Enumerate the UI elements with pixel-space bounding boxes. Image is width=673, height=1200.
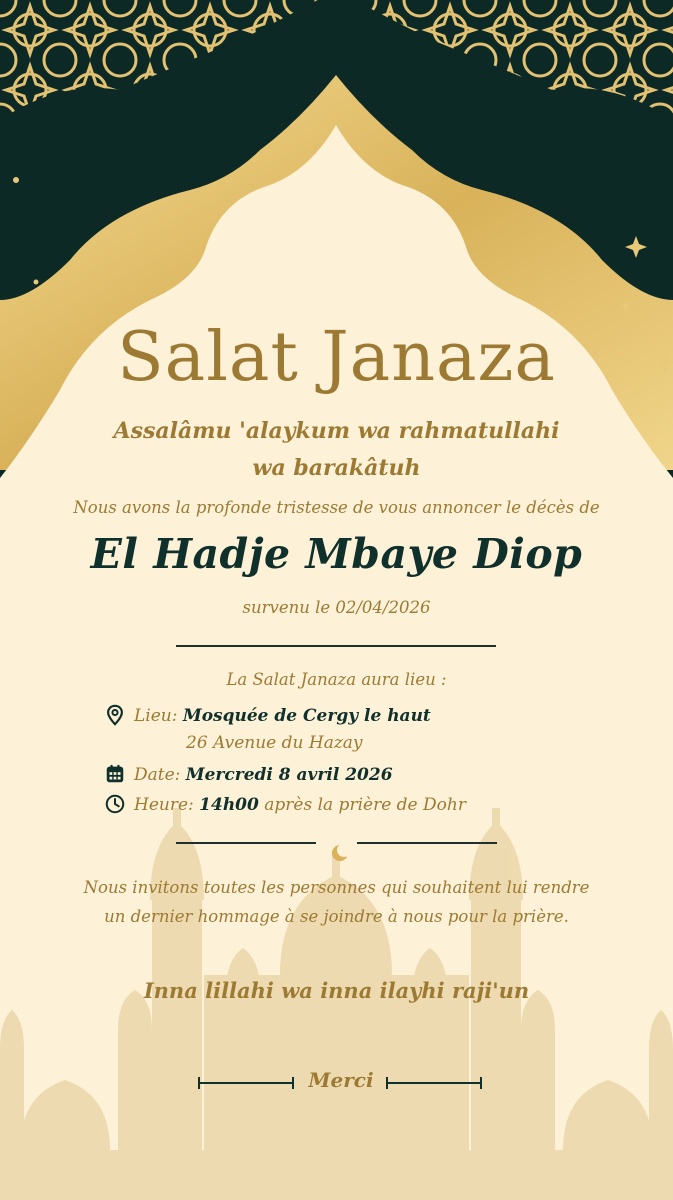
calendar-icon (104, 763, 126, 785)
closing-ornament-left (196, 1076, 296, 1090)
date-row (104, 763, 393, 785)
date-value: Mercredi 8 avril 2026 (185, 765, 393, 785)
place-row (104, 704, 431, 726)
page-title: Salat Janaza (117, 318, 556, 397)
ceremony-heading: La Salat Janaza aura lieu : (226, 670, 447, 689)
invitation-line-2: un dernier hommage à se joindre à nous pour la prière. (104, 907, 569, 926)
place-label: Lieu: (134, 706, 178, 726)
time-suffix: après la prière de Dohr (264, 795, 466, 815)
invitation-line-1: Nous invitons toutes les personnes qui souhaitent lui rendre (83, 878, 590, 897)
dua-text: Inna lillahi wa inna ilayhi raji'un (143, 978, 530, 1003)
announcement-text: Nous avons la profonde tristesse de vous annoncer le décès de (73, 498, 600, 517)
divider-bottom-left (176, 842, 316, 844)
date-label: Date: (134, 765, 181, 785)
greeting-line-1: Assalâmu 'alaykum wa rahmatullahi (113, 418, 560, 444)
closing-ornament-right (384, 1076, 484, 1090)
divider-top (176, 645, 496, 647)
time-label: Heure: (134, 795, 194, 815)
location-pin-icon (104, 704, 126, 726)
place-address: 26 Avenue du Hazay (186, 733, 363, 753)
clock-icon (104, 793, 126, 815)
time-value: 14h00 (199, 795, 259, 815)
divider-bottom-right (357, 842, 497, 844)
time-row (104, 793, 466, 815)
greeting-line-2: wa barakâtuh (252, 455, 421, 481)
death-date: survenu le 02/04/2026 (242, 598, 431, 617)
place-value: Mosquée de Cergy le haut (182, 706, 431, 726)
closing-text: Merci (308, 1068, 374, 1092)
deceased-name: El Hadje Mbaye Diop (90, 530, 583, 578)
